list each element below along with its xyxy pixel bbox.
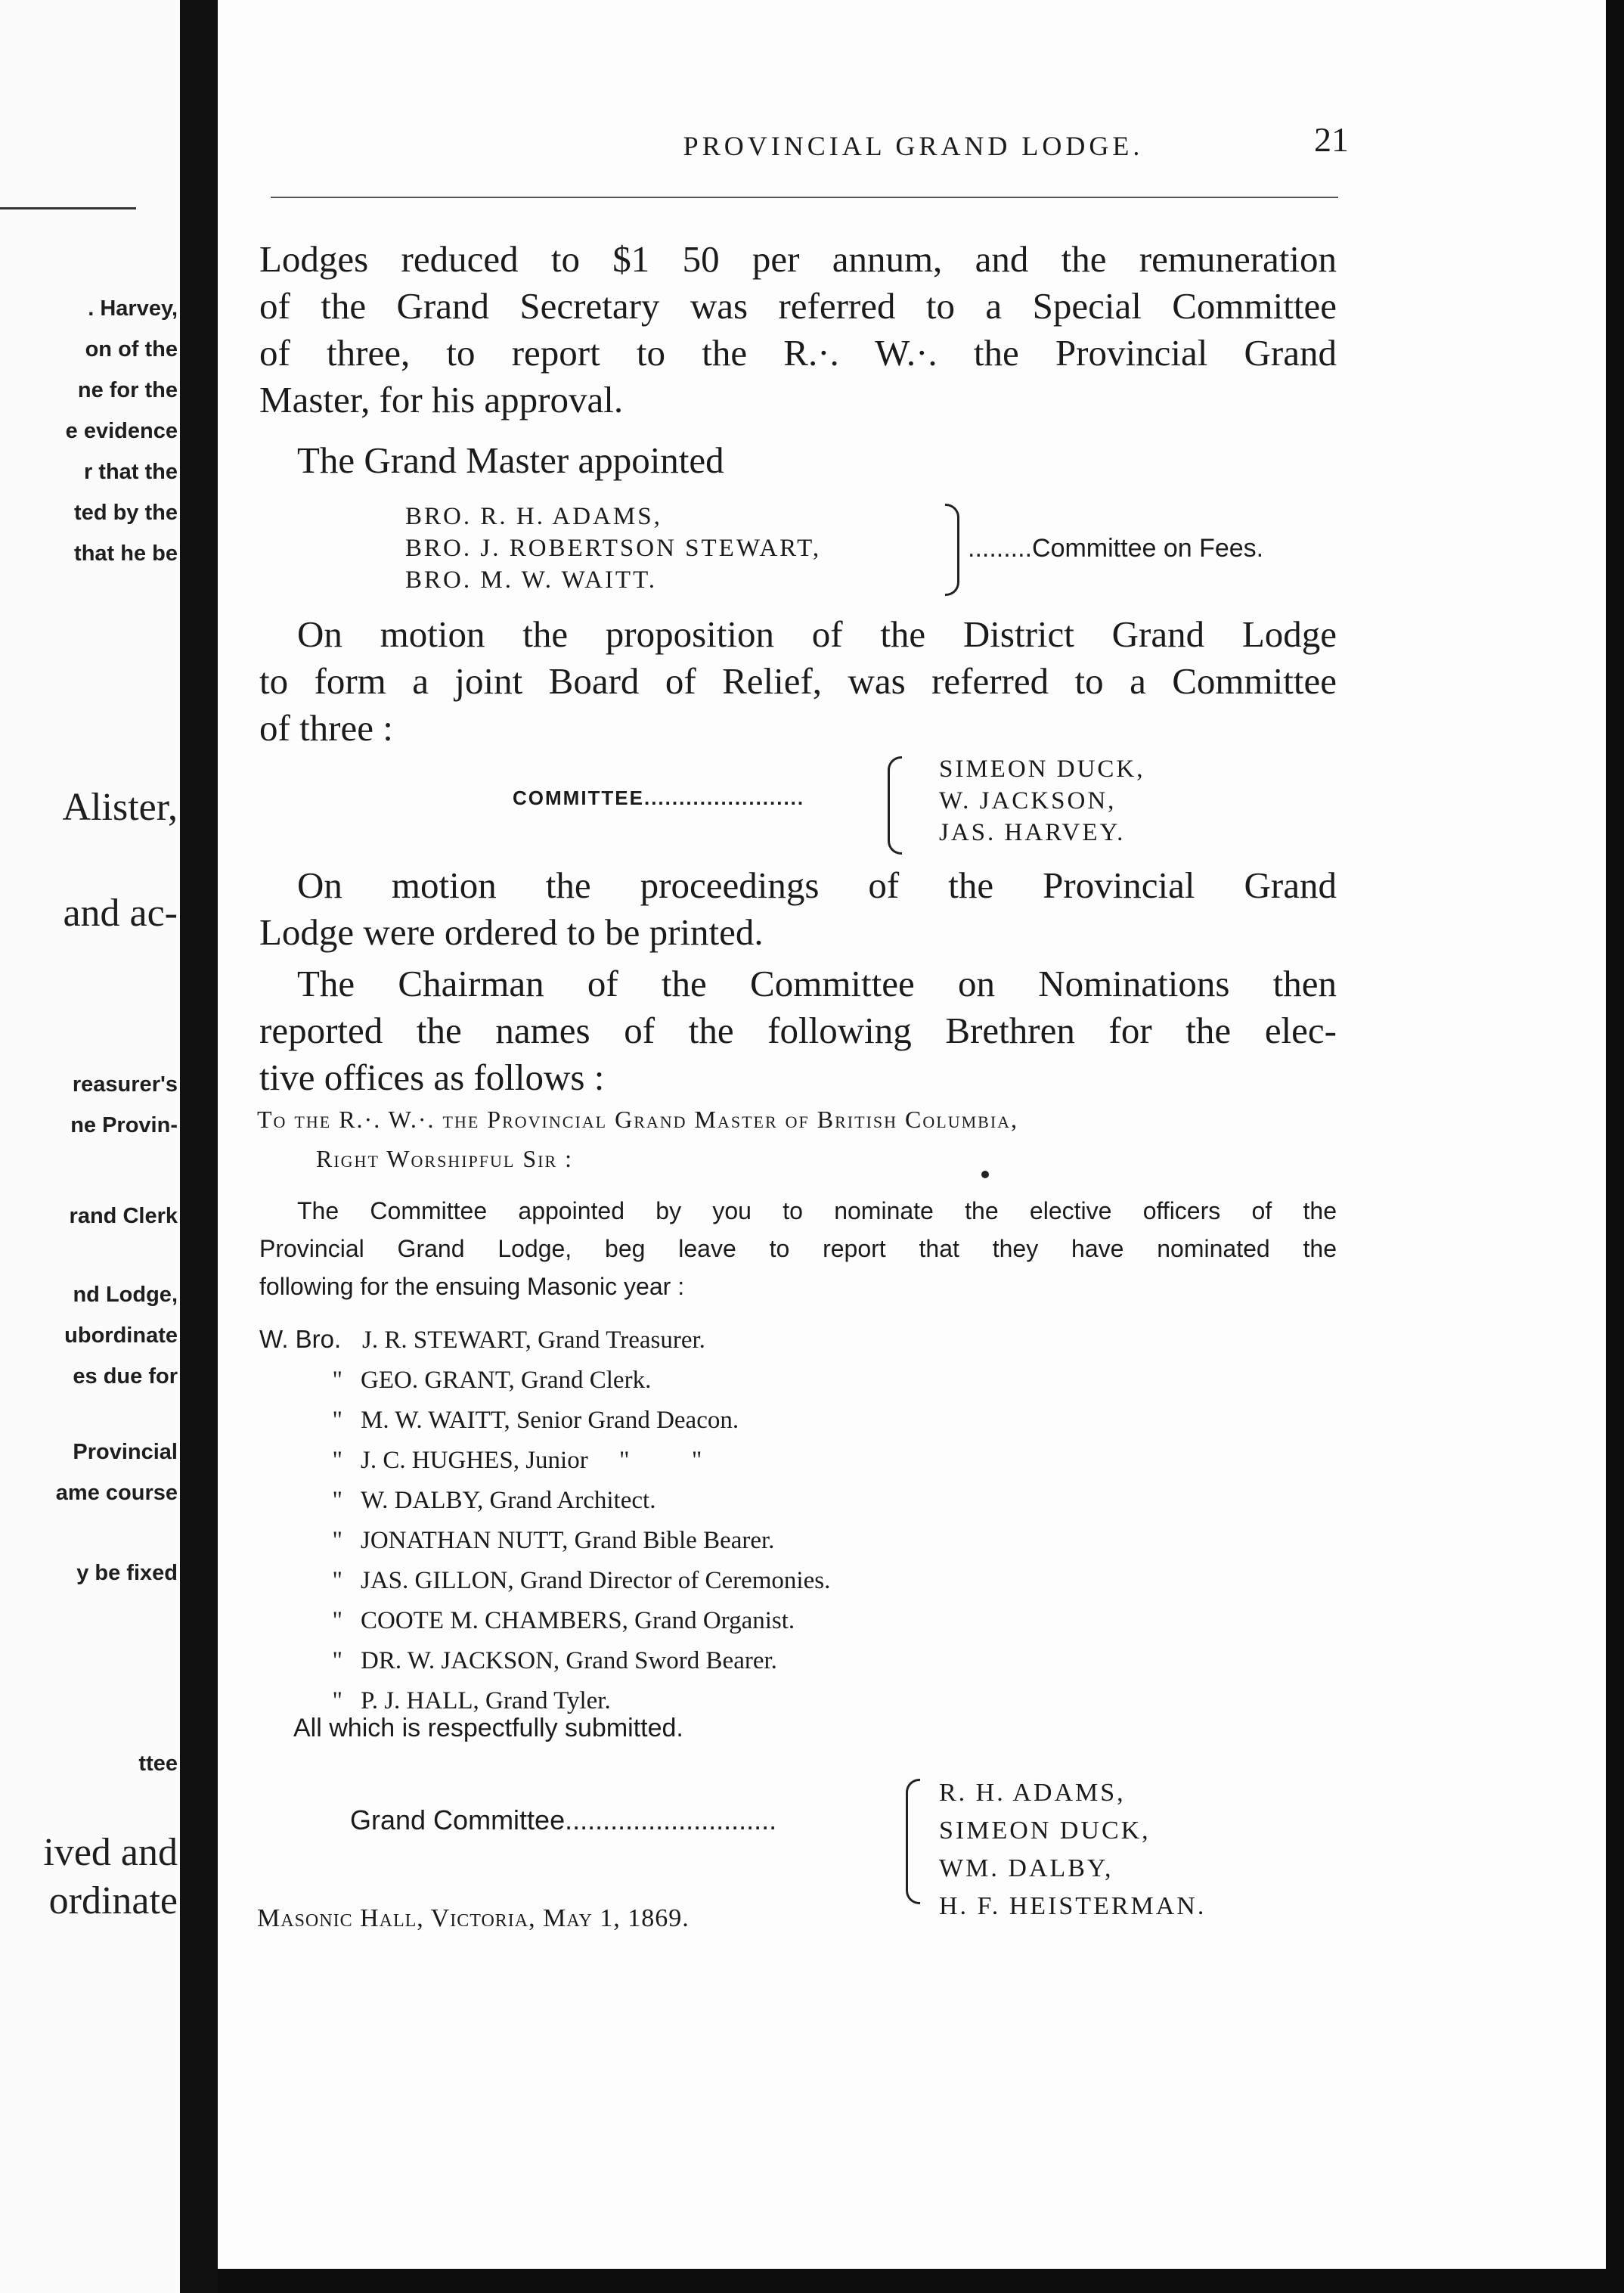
text-line: Lodges reduced to $1 50 per annum, and the remuneration bbox=[259, 238, 1337, 280]
ditto-mark: " bbox=[332, 1647, 342, 1674]
ditto-mark: " bbox=[332, 1407, 342, 1434]
signatory-name: WM. DALBY, bbox=[939, 1854, 1114, 1882]
ditto-mark: " bbox=[332, 1487, 342, 1514]
left-text-fragment: on of the bbox=[85, 337, 178, 361]
text-line: Master, for his approval. bbox=[259, 379, 624, 420]
paragraph-committee-on-fees-intro bbox=[259, 236, 1337, 424]
left-text-fragment: that he be bbox=[74, 541, 178, 566]
ditto-mark: " bbox=[332, 1567, 342, 1594]
ditto-mark: " bbox=[332, 1447, 342, 1474]
left-text-fragment: rand Clerk bbox=[69, 1204, 178, 1228]
brace bbox=[906, 1779, 920, 1904]
officer-entry: JAS. GILLON, Grand Director of Ceremonies. bbox=[361, 1567, 831, 1594]
text-line: of three, to report to the R.·. W.·. the Provincial Grand bbox=[259, 332, 1337, 374]
left-text-fragment: ived and bbox=[43, 1831, 178, 1874]
left-text-fragment: ted by the bbox=[74, 501, 178, 525]
paragraph-proceedings-printed bbox=[259, 862, 1337, 956]
left-text-fragment: reasurer's bbox=[72, 1072, 178, 1097]
officer-entry: W. DALBY, Grand Architect. bbox=[361, 1487, 656, 1514]
brace bbox=[945, 504, 959, 596]
brace bbox=[888, 756, 902, 855]
report-body bbox=[259, 1192, 1337, 1305]
left-text-fragment: r that the bbox=[83, 460, 178, 484]
officer-row bbox=[259, 1441, 830, 1481]
left-text-fragment: e evidence bbox=[65, 419, 178, 443]
paragraph-nominations bbox=[259, 960, 1337, 1101]
print-speck bbox=[981, 1171, 989, 1178]
officer-row bbox=[259, 1361, 830, 1401]
officer-row bbox=[259, 1561, 830, 1601]
text-line: tive offices as follows : bbox=[259, 1057, 605, 1098]
document-page bbox=[218, 0, 1606, 2269]
text-line: to form a joint Board of Relief, was referred to a Committee bbox=[259, 660, 1337, 702]
left-text-fragment: ne for the bbox=[77, 378, 178, 402]
officer-entry: J. R. STEWART, Grand Treasurer. bbox=[362, 1326, 705, 1354]
officer-row bbox=[259, 1521, 830, 1561]
officer-row bbox=[259, 1319, 830, 1361]
report-salutation: Right Worshipful Sir : bbox=[316, 1145, 574, 1172]
signatory-name: SIMEON DUCK, bbox=[939, 1817, 1151, 1845]
header-rule bbox=[271, 197, 1338, 198]
left-text-fragment: nd Lodge, bbox=[73, 1283, 178, 1307]
left-text-fragment: ttee bbox=[138, 1752, 178, 1776]
committee-on-fees-members bbox=[405, 501, 821, 596]
text-line: of the Grand Secretary was referred to a Special Committee bbox=[259, 285, 1337, 327]
text-line: of three : bbox=[259, 707, 393, 749]
grand-committee-signatories bbox=[939, 1774, 1206, 1925]
text-line: Lodge were ordered to be printed. bbox=[259, 911, 764, 953]
text-line: The Grand Master appointed bbox=[297, 439, 724, 481]
relief-committee-members bbox=[939, 753, 1145, 849]
officer-entry: M. W. WAITT, Senior Grand Deacon. bbox=[361, 1407, 739, 1434]
member-name: BRO. R. H. ADAMS, bbox=[405, 503, 662, 530]
grand-committee-label: Grand Committee............................ bbox=[350, 1804, 777, 1835]
page-number: 21 bbox=[1314, 120, 1349, 159]
member-name: BRO. J. ROBERTSON STEWART, bbox=[405, 535, 822, 562]
ditto-mark: " bbox=[332, 1527, 342, 1554]
officers-list bbox=[259, 1319, 830, 1721]
report-dateline: Masonic Hall, Victoria, May 1, 1869. bbox=[257, 1904, 690, 1932]
left-text-fragment: and ac- bbox=[63, 892, 178, 935]
text-line: The Chairman of the Committee on Nominations then bbox=[297, 963, 1337, 1004]
officer-entry: JONATHAN NUTT, Grand Bible Bearer. bbox=[361, 1527, 775, 1554]
member-name: SIMEON DUCK, bbox=[939, 756, 1145, 783]
left-text-fragment: ame course bbox=[55, 1481, 178, 1505]
officer-entry: COOTE M. CHAMBERS, Grand Organist. bbox=[361, 1607, 795, 1634]
officer-prefix: W. Bro. bbox=[259, 1325, 342, 1353]
scan-edge-right bbox=[1606, 0, 1624, 2293]
left-text-fragment: ne Provin- bbox=[70, 1113, 178, 1137]
member-name: W. JACKSON, bbox=[939, 787, 1117, 814]
facing-page-fragment bbox=[0, 0, 180, 2293]
officer-row bbox=[259, 1401, 830, 1441]
relief-committee-label: COMMITTEE....................... bbox=[513, 787, 805, 809]
scan-edge-bottom bbox=[218, 2269, 1606, 2293]
running-title: PROVINCIAL GRAND LODGE. bbox=[683, 131, 1144, 161]
left-text-fragment: y be fixed bbox=[76, 1561, 178, 1585]
text-line: On motion the proposition of the District Grand Lodge bbox=[297, 613, 1337, 655]
officer-row bbox=[259, 1481, 830, 1521]
left-text-fragment: . Harvey, bbox=[88, 296, 178, 321]
text-line: Provincial Grand Lodge, beg leave to report that they have nominated the bbox=[259, 1235, 1337, 1262]
officer-row bbox=[259, 1601, 830, 1641]
ditto-mark: " bbox=[332, 1367, 342, 1394]
left-text-fragment: Alister, bbox=[62, 786, 178, 829]
paragraph-board-of-relief bbox=[259, 611, 1337, 752]
ditto-mark: " bbox=[332, 1607, 342, 1634]
officer-entry: DR. W. JACKSON, Grand Sword Bearer. bbox=[361, 1647, 777, 1674]
book-gutter bbox=[180, 0, 218, 2293]
left-text-fragment: Provincial bbox=[73, 1440, 178, 1464]
left-text-fragment: es due for bbox=[73, 1364, 178, 1389]
officer-entry: P. J. HALL, Grand Tyler. bbox=[361, 1687, 611, 1714]
report-address: To the R.·. W.·. the Provincial Grand Master of British Columbia, bbox=[257, 1106, 1019, 1133]
member-name: BRO. M. W. WAITT. bbox=[405, 566, 658, 594]
text-line: following for the ensuing Masonic year : bbox=[259, 1273, 685, 1300]
officer-entry: GEO. GRANT, Grand Clerk. bbox=[361, 1367, 652, 1394]
member-name: JAS. HARVEY. bbox=[939, 819, 1126, 846]
signatory-name: R. H. ADAMS, bbox=[939, 1779, 1126, 1807]
officer-row bbox=[259, 1641, 830, 1681]
report-closing: All which is respectfully submitted. bbox=[293, 1714, 683, 1742]
text-line: On motion the proceedings of the Provincial Grand bbox=[297, 864, 1337, 906]
left-text-fragment: ordinate bbox=[48, 1879, 178, 1922]
paragraph-grand-master-appointed bbox=[259, 437, 1337, 484]
text-line: reported the names of the following Brethren for the elec- bbox=[259, 1010, 1337, 1051]
officer-entry: J. C. HUGHES, Junior " " bbox=[361, 1447, 702, 1474]
ditto-mark: " bbox=[332, 1687, 342, 1714]
signatory-name: H. F. HEISTERMAN. bbox=[939, 1892, 1207, 1920]
committee-on-fees-label: .........Committee on Fees. bbox=[968, 534, 1264, 563]
facing-page-rule bbox=[0, 207, 136, 209]
left-text-fragment: ubordinate bbox=[64, 1323, 178, 1348]
text-line: The Committee appointed by you to nominate the elective officers of the bbox=[297, 1197, 1337, 1224]
